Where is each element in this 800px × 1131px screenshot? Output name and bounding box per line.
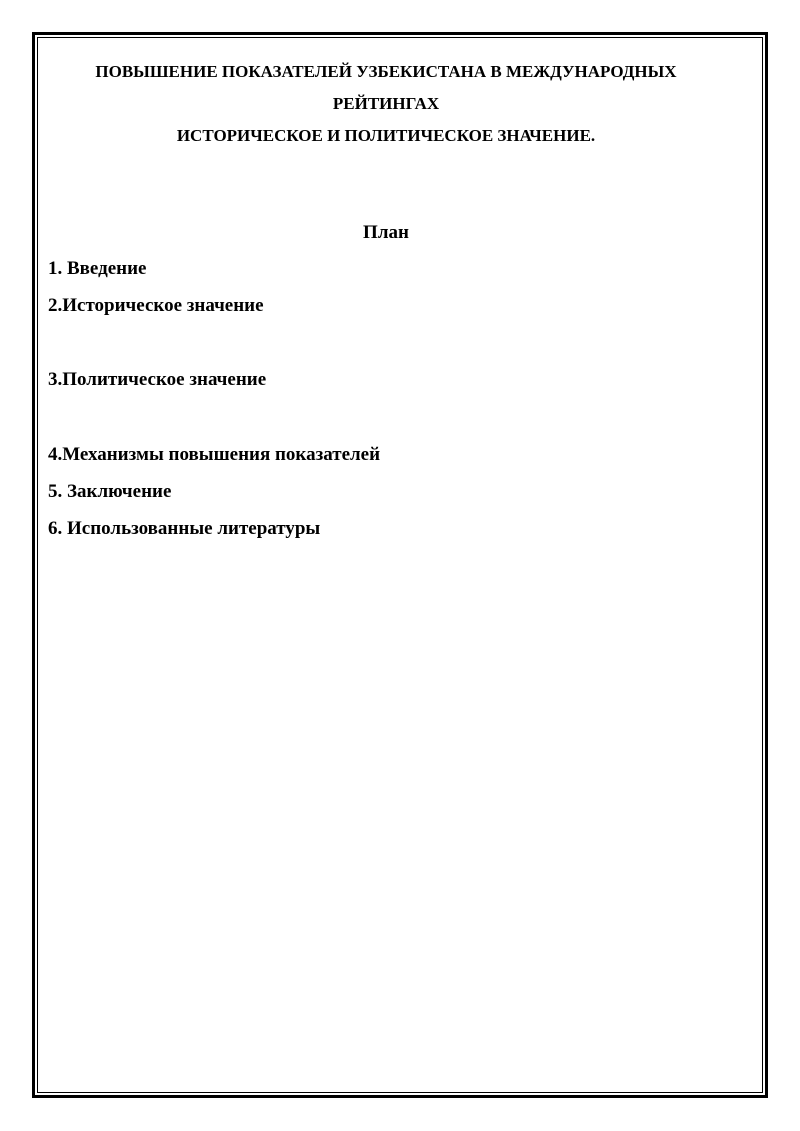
page-inner-border [37,37,763,1093]
plan-item-references: 6. Использованные литературы [48,518,321,539]
title-line-2: РЕЙТИНГАХ [332,94,440,113]
document-title [38,56,734,152]
plan-item-conclusion: 5. Заключение [48,481,172,502]
plan-item-introduction: 1. Введение [48,258,147,279]
plan-item-mechanisms: 4.Механизмы повышения показателей [48,444,381,465]
title-line-1: ПОВЫШЕНИЕ ПОКАЗАТЕЛЕЙ УЗБЕКИСТАНА В МЕЖДУНАРОДНЫХ [95,62,677,81]
plan-item-political-significance: 3.Политическое значение [48,369,267,390]
plan-heading: План [363,222,409,243]
plan-item-historical-significance: 2.Историческое значение [48,295,264,316]
title-line-3: ИСТОРИЧЕСКОЕ И ПОЛИТИЧЕСКОЕ ЗНАЧЕНИЕ. [176,126,596,145]
